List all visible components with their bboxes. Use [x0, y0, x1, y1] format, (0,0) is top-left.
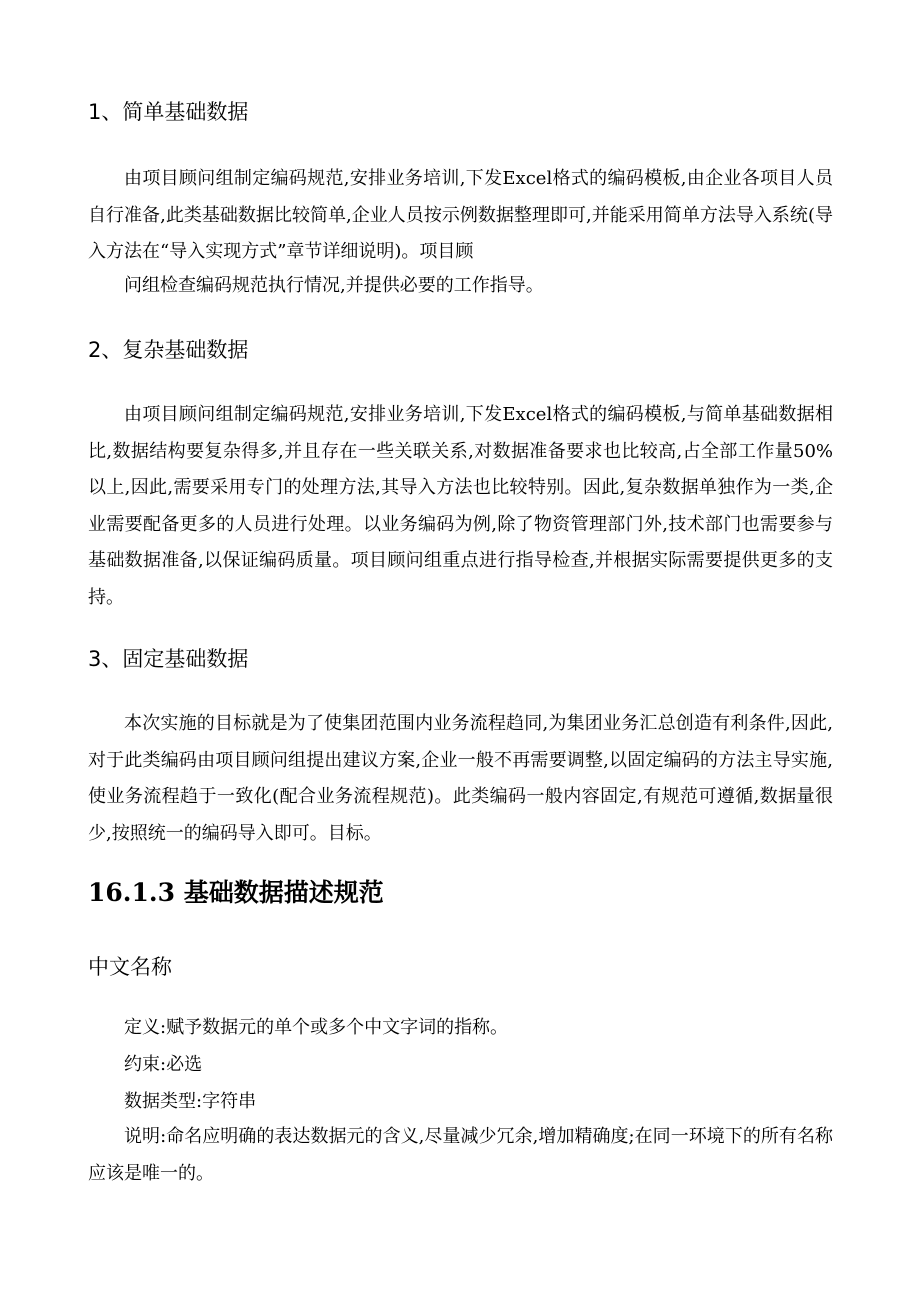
field-heading: 中文名称	[88, 955, 172, 979]
section-3-paragraph-1: 本次实施的目标就是为了使集团范围内业务流程趋同,为集团业务汇总创造有利条件,因此,对于此类编码由项目顾问组提出建议方案,企业一般不再需要调整,以固定编码的方法主导实施,使业务流程趋于一致化(配合业务流程规范)。此类编码一般内容固定,有规范可遵循,数据量很少,按照统一的编码导入即可。目标。	[88, 713, 833, 844]
section-3-heading: 3、固定基础数据	[88, 647, 249, 671]
section-1-paragraph-2: 问组检查编码规范执行情况,并提供必要的工作指导。	[124, 275, 544, 296]
field-definition: 定义:赋予数据元的单个或多个中文字词的指称。	[124, 1017, 509, 1038]
section-2-heading: 2、复杂基础数据	[88, 338, 249, 362]
field-constraint: 约束:必选	[124, 1054, 203, 1075]
field-datatype: 数据类型:字符串	[124, 1091, 257, 1112]
field-description: 说明:命名应明确的表达数据元的含义,尽量减少冗余,增加精确度;在同一环境下的所有名称应该是唯一的。	[88, 1126, 833, 1184]
section-1-paragraph-1: 由项目顾问组制定编码规范,安排业务培训,下发Excel格式的编码模板,由企业各项目人员自行准备,此类基础数据比较简单,企业人员按示例数据整理即可,并能采用简单方法导入系统(导入方法在“导入实现方式”章节详细说明)。项目顾	[88, 168, 833, 262]
section-1-heading: 1、简单基础数据	[88, 100, 249, 124]
main-section-heading: 16.1.3 基础数据描述规范	[88, 878, 384, 907]
section-2-paragraph-1: 由项目顾问组制定编码规范,安排业务培训,下发Excel格式的编码模板,与简单基础数据相比,数据结构要复杂得多,并且存在一些关联关系,对数据准备要求也比较高,占全部工作量50%以上,因此,需要采用专门的处理方法,其导入方法也比较特别。因此,复杂数据单独作为一类,企业需要配备更多的人员进行处理。以业务编码为例,除了物资管理部门外,技术部门也需要参与基础数据准备,以保证编码质量。项目顾问组重点进行指导检查,并根据实际需要提供更多的支持。	[88, 404, 833, 608]
